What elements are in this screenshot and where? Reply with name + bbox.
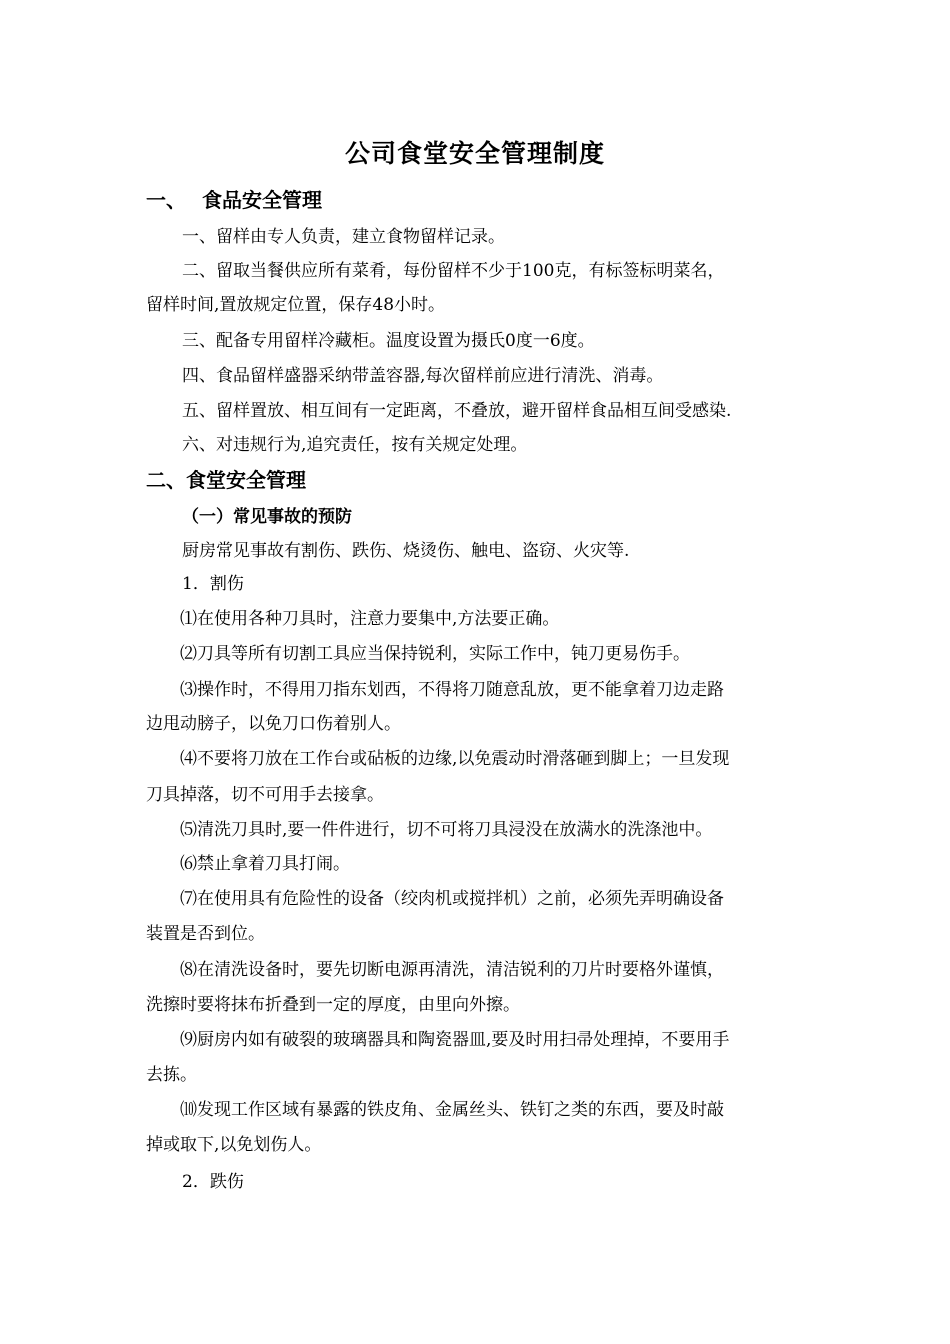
list-item-line: 掉或取下,以免划伤人。	[146, 1135, 322, 1155]
paragraph-line: 五、留样置放、相互间有一定距离，不叠放，避开留样食品相互间受感染.	[182, 401, 732, 421]
document-title: 公司食堂安全管理制度	[344, 139, 605, 168]
list-item-line: 边甩动膀子，以免刀口伤着别人。	[146, 714, 401, 734]
list-item-line: ⑻在清洗设备时，要先切断电源再清洗，清洁锐利的刀片时要格外谨慎，	[180, 960, 724, 980]
list-item-line: 去拣。	[146, 1065, 197, 1085]
paragraph-line: 六、对违规行为,追究责任，按有关规定处理。	[182, 435, 528, 455]
list-item-line: ⑼厨房内如有破裂的玻璃器具和陶瓷器皿,要及时用扫帚处理掉，不要用手	[180, 1030, 730, 1050]
paragraph-line: 厨房常见事故有割伤、跌伤、烧烫伤、触电、盗窃、火灾等.	[182, 541, 630, 561]
list-item-line: 刀具掉落，切不可用手去接拿。	[146, 785, 384, 805]
section-1-title: 食品安全管理	[202, 188, 322, 212]
section-1-heading	[146, 188, 322, 212]
list-heading: 1．割伤	[182, 574, 244, 594]
list-item-line: ⑴在使用各种刀具时，注意力要集中,方法要正确。	[180, 609, 560, 629]
list-item-line: ⑺在使用具有危险性的设备（绞肉机或搅拌机）之前，必须先弄明确设备	[180, 889, 724, 909]
paragraph-line: 二、留取当餐供应所有菜肴，每份留样不少于100克，有标签标明菜名，	[182, 261, 725, 281]
paragraph-line: 一、留样由专人负责，建立食物留样记录。	[182, 227, 505, 247]
list-item-line: ⑷不要将刀放在工作台或砧板的边缘,以免震动时滑落砸到脚上；一旦发现	[180, 749, 730, 769]
section-2-heading: 二、食堂安全管理	[146, 468, 306, 492]
section-1-number: 一、	[146, 188, 186, 212]
list-item-line: ⑶操作时，不得用刀指东划西，不得将刀随意乱放，更不能拿着刀边走路	[180, 680, 724, 700]
subsection-heading: （一）常见事故的预防	[182, 507, 352, 527]
paragraph-line: 留样时间,置放规定位置，保存48小时。	[146, 295, 446, 315]
list-item-line: ⑵刀具等所有切割工具应当保持锐利，实际工作中，钝刀更易伤手。	[180, 644, 690, 664]
list-item-line: ⑹禁止拿着刀具打闹。	[180, 854, 350, 874]
paragraph-line: 三、配备专用留样冷藏柜。温度设置为摄氏0度一6度。	[182, 331, 595, 351]
list-item-line: ⑸清洗刀具时,要一件件进行，切不可将刀具浸没在放满水的洗涤池中。	[180, 820, 713, 840]
list-heading: 2．跌伤	[182, 1172, 244, 1192]
list-item-line: 洗擦时要将抹布折叠到一定的厚度，由里向外擦。	[146, 995, 520, 1015]
list-item-line: 装置是否到位。	[146, 924, 265, 944]
list-item-line: ⑽发现工作区域有暴露的铁皮角、金属丝头、铁钉之类的东西，要及时敲	[180, 1100, 724, 1120]
paragraph-line: 四、食品留样盛器采纳带盖容器,每次留样前应进行清洗、消毒。	[182, 366, 664, 386]
